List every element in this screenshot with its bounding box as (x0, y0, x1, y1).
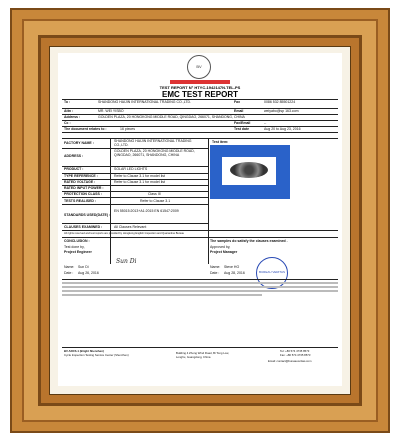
address-label: Address : (64, 115, 81, 119)
product-label: PRODUCT : (64, 167, 84, 171)
to-label: To : (64, 100, 71, 104)
email-label: Email (234, 109, 244, 113)
email-value: weiyabo@sp 163.com (264, 109, 299, 113)
product-value: SOLAR LED LIGHTS (114, 167, 148, 171)
protection-value: Class III (148, 192, 161, 196)
type-label: TYPE REFERENCE : (64, 174, 98, 178)
reserved-note: All rights reserved and test reports are provided by Hongkong English Inspection and Quarantine Bureau (64, 232, 185, 235)
fine-print-line (62, 286, 338, 288)
fine-print-line (62, 282, 338, 284)
conclusion-value: The samples do satisfy the clauses examined . (210, 239, 288, 243)
faxemail-value: -- (264, 121, 267, 125)
column-divider (110, 138, 111, 264)
protection-label: PROTECTION CLASS : (64, 192, 102, 196)
document-title: EMC TEST REPORT (161, 90, 238, 99)
tests-label: TESTS REALISED : (64, 199, 97, 203)
approved-by-label: Approved by, (210, 245, 231, 249)
footer-company: BV ADCS-1 (Bright Shenzhen) (64, 349, 104, 353)
table-rule (62, 237, 338, 238)
clauses-label: CLAUSES EXAMINED : (64, 225, 103, 229)
standards-label: STANDARDS USED(DATE) : (64, 213, 111, 217)
footer-address2: Longhu, Guangdong, China (176, 355, 211, 359)
table-rule (62, 223, 208, 224)
table-rule (62, 120, 338, 121)
testdate-value: Aug 20 to Aug 23, 2016 (264, 127, 301, 131)
fine-print-line (62, 290, 338, 292)
table-rule (62, 230, 338, 231)
certificate-paper (58, 53, 342, 386)
attn-label: Attn : (64, 109, 74, 113)
fine-print-line (62, 294, 262, 296)
footer-fax: Fax: +86 574 4735 8573 (280, 353, 311, 357)
name-value-left: Sun Di (78, 265, 89, 269)
date-value-left: Aug 26, 2016 (78, 271, 99, 275)
samples-label: The document relates to : (64, 127, 107, 131)
address-value: GOLDEN PLAZA, 20 HONGKONG MIDDLE ROAD, QINGDAO, 266071, SHANDONG, CHINA (98, 115, 245, 119)
led-light-coil-icon (230, 162, 268, 178)
clauses-value: All Clauses Relevant (114, 225, 147, 229)
samples-value: 16 pieces (120, 127, 135, 131)
test-done-label: Test done by, (64, 245, 85, 249)
tests-value: Refer to Clause 3.1 (140, 199, 171, 203)
faxemail-label: Fax/Email (234, 121, 251, 125)
conclusion-label: CONCLUSION : (64, 239, 90, 243)
name-label-right: Name: (210, 265, 221, 269)
engineer-label: Project Engineer (64, 250, 92, 254)
table-rule (62, 279, 338, 280)
picture-frame-inner (38, 35, 362, 406)
voltage-value: Refer to Clause 3.1 for model list (114, 180, 165, 184)
table-rule (62, 132, 338, 133)
type-value: Refer to Clause 3.1 for model list (114, 174, 165, 178)
name-label-left: Name: (64, 265, 75, 269)
attn-value: MR. WEI YISBO (98, 109, 124, 113)
picture-frame-outer (10, 8, 390, 433)
name-value-right: Steve HO (224, 265, 240, 269)
signature-sun-di: Sun Di (116, 258, 137, 265)
cc-label: Cc : (64, 121, 71, 125)
factory-label: FACTORY NAME : (64, 141, 94, 145)
frame-mat (49, 46, 351, 395)
address-value-main: GOLDEN PLAZA, 20 HONGKONG MIDDLE ROAD, QINGDAO, 266071, SHANDONG, CHINA (114, 149, 195, 157)
factory-value: SHANDONG HAIJIN INTERNATIONAL TRADING CO.,LTD. (114, 139, 192, 147)
footer-address: Building 4 Zhong Wind Road, Bi Tong Low, (176, 351, 229, 355)
date-label-left: Date : (64, 271, 74, 275)
column-divider (208, 138, 209, 264)
table-rule (62, 197, 208, 198)
footer-tel: Tel: +86 574 4735 8573 (280, 349, 310, 353)
manager-label: Project Manager (210, 250, 238, 254)
bureau-veritas-seal-icon: BV (187, 55, 211, 79)
header-red-bar (170, 80, 230, 84)
voltage-label: RATED VOLTAGE : (64, 180, 96, 184)
report-number: TEST REPORT N° HTYC-1942147N.TEL-PS (159, 85, 241, 90)
picture-frame-middle (22, 19, 378, 422)
footer-company-cn: Cycle Inspection Testing Service Center (Shenzhen) (64, 353, 129, 357)
date-label-right: Date : (210, 271, 220, 275)
power-label: RATED INPUT POWER : (64, 186, 104, 190)
table-rule (62, 204, 208, 205)
address-label-main: ADDRESS : (64, 154, 84, 158)
test-item-label: Test item: (212, 140, 229, 144)
testdate-label: Test date (234, 127, 250, 131)
to-value: SHANDONG HAIJIN INTERNATIONAL TRADING CO.,LTD. (98, 100, 192, 104)
official-stamp-icon: BUREAU VERITAS (256, 257, 288, 289)
standards-value: EN 55015:2013+A1:2015 EN 61547:2009 (114, 209, 179, 213)
fax-value: 0086 532 85501224 (264, 100, 296, 104)
date-value-right: Aug 28, 2016 (224, 271, 245, 275)
fax-label: Fax (234, 100, 241, 104)
footer-rule (62, 347, 338, 348)
footer-email: Email: contact@bureauveritas.com (268, 359, 312, 363)
